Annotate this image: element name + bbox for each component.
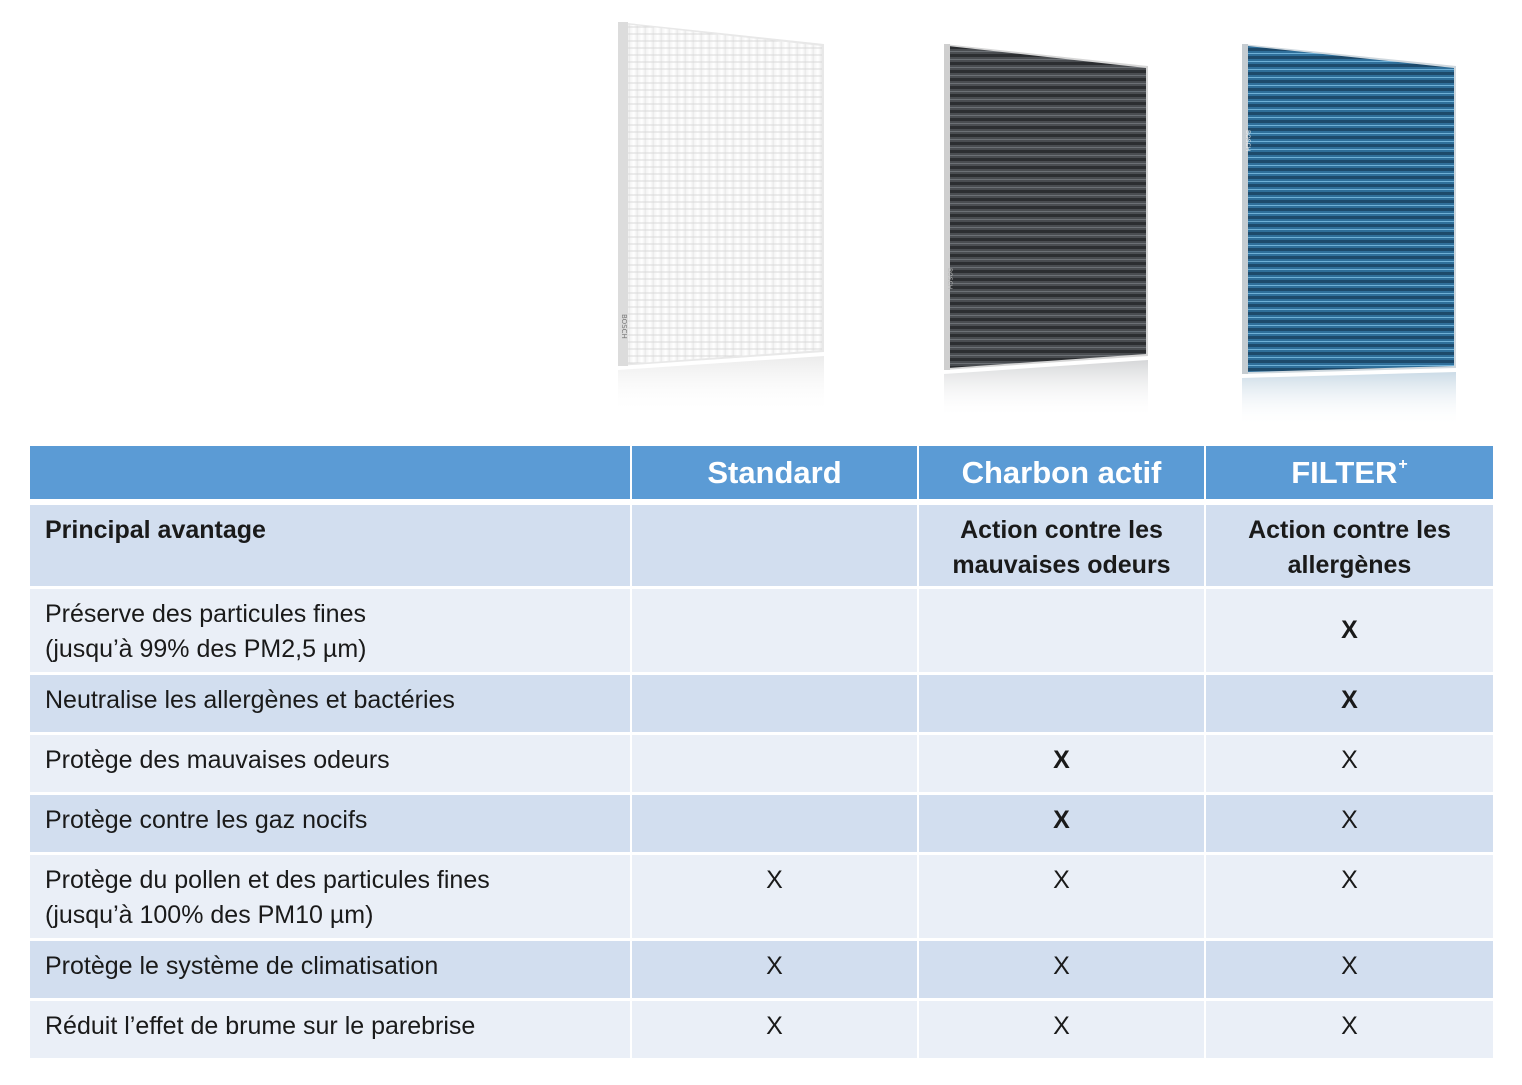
cell-charbon-actif: X xyxy=(919,795,1206,855)
row-label: Principal avantage xyxy=(30,505,632,589)
charbon-actif-filter-image xyxy=(936,38,1154,424)
cell-filter-plus: X xyxy=(1206,795,1493,855)
row-label: Réduit l’effet de brume sur le parebrise xyxy=(30,1001,632,1061)
row-label: Neutralise les allergènes et bactéries xyxy=(30,675,632,735)
cell-standard xyxy=(632,795,919,855)
cell-standard xyxy=(632,735,919,795)
standard-filter-image xyxy=(598,14,838,424)
cell-standard xyxy=(632,675,919,735)
cell-charbon-actif: X xyxy=(919,941,1206,1001)
table-row xyxy=(30,795,1493,855)
svg-text:BOSCH: BOSCH xyxy=(946,268,953,290)
row-label: Protège contre les gaz nocifs xyxy=(30,795,632,855)
cell-filter-plus: X xyxy=(1206,589,1493,675)
header-standard: Standard xyxy=(632,446,919,505)
table-row xyxy=(30,589,1493,675)
cell-filter-plus: X xyxy=(1206,735,1493,795)
table-row xyxy=(30,675,1493,735)
cell-charbon-actif: X xyxy=(919,1001,1206,1061)
table-row xyxy=(30,855,1493,941)
row-label: Protège des mauvaises odeurs xyxy=(30,735,632,795)
cell-standard: X xyxy=(632,855,919,941)
cell-filter-plus: X xyxy=(1206,941,1493,1001)
filter-plus-image xyxy=(1234,40,1460,430)
table-row xyxy=(30,735,1493,795)
filter-plus-superscript: + xyxy=(1398,455,1408,473)
cell-standard xyxy=(632,589,919,675)
cell-filter-plus: X xyxy=(1206,675,1493,735)
row-label: Préserve des particules fines (jusqu’à 99% des PM2,5 µm) xyxy=(30,589,632,675)
header-charbon-actif: Charbon actif xyxy=(919,446,1206,505)
svg-text:BOSCH: BOSCH xyxy=(1244,130,1251,152)
table-row xyxy=(30,505,1493,589)
cell-filter-plus: X xyxy=(1206,1001,1493,1061)
header-filter-plus: FILTER+ xyxy=(1206,446,1493,505)
table-row xyxy=(30,941,1493,1001)
comparison-table xyxy=(30,446,1493,1061)
cell-standard: X xyxy=(632,941,919,1001)
cell-charbon-actif xyxy=(919,675,1206,735)
row-label: Protège le système de climatisation xyxy=(30,941,632,1001)
header-empty-cell xyxy=(30,446,632,505)
cell-charbon-actif: X xyxy=(919,735,1206,795)
cell-charbon-actif xyxy=(919,589,1206,675)
cell-charbon-actif: Action contre les mauvaises odeurs xyxy=(919,505,1206,589)
cell-filter-plus: Action contre les allergènes xyxy=(1206,505,1493,589)
row-label: Protège du pollen et des particules fines (jusqu’à 100% des PM10 µm) xyxy=(30,855,632,941)
svg-text:BOSCH: BOSCH xyxy=(620,314,628,339)
cell-standard xyxy=(632,505,919,589)
cell-standard: X xyxy=(632,1001,919,1061)
cell-filter-plus: X xyxy=(1206,855,1493,941)
table-row xyxy=(30,1001,1493,1061)
header-row xyxy=(30,446,1493,505)
cell-charbon-actif: X xyxy=(919,855,1206,941)
